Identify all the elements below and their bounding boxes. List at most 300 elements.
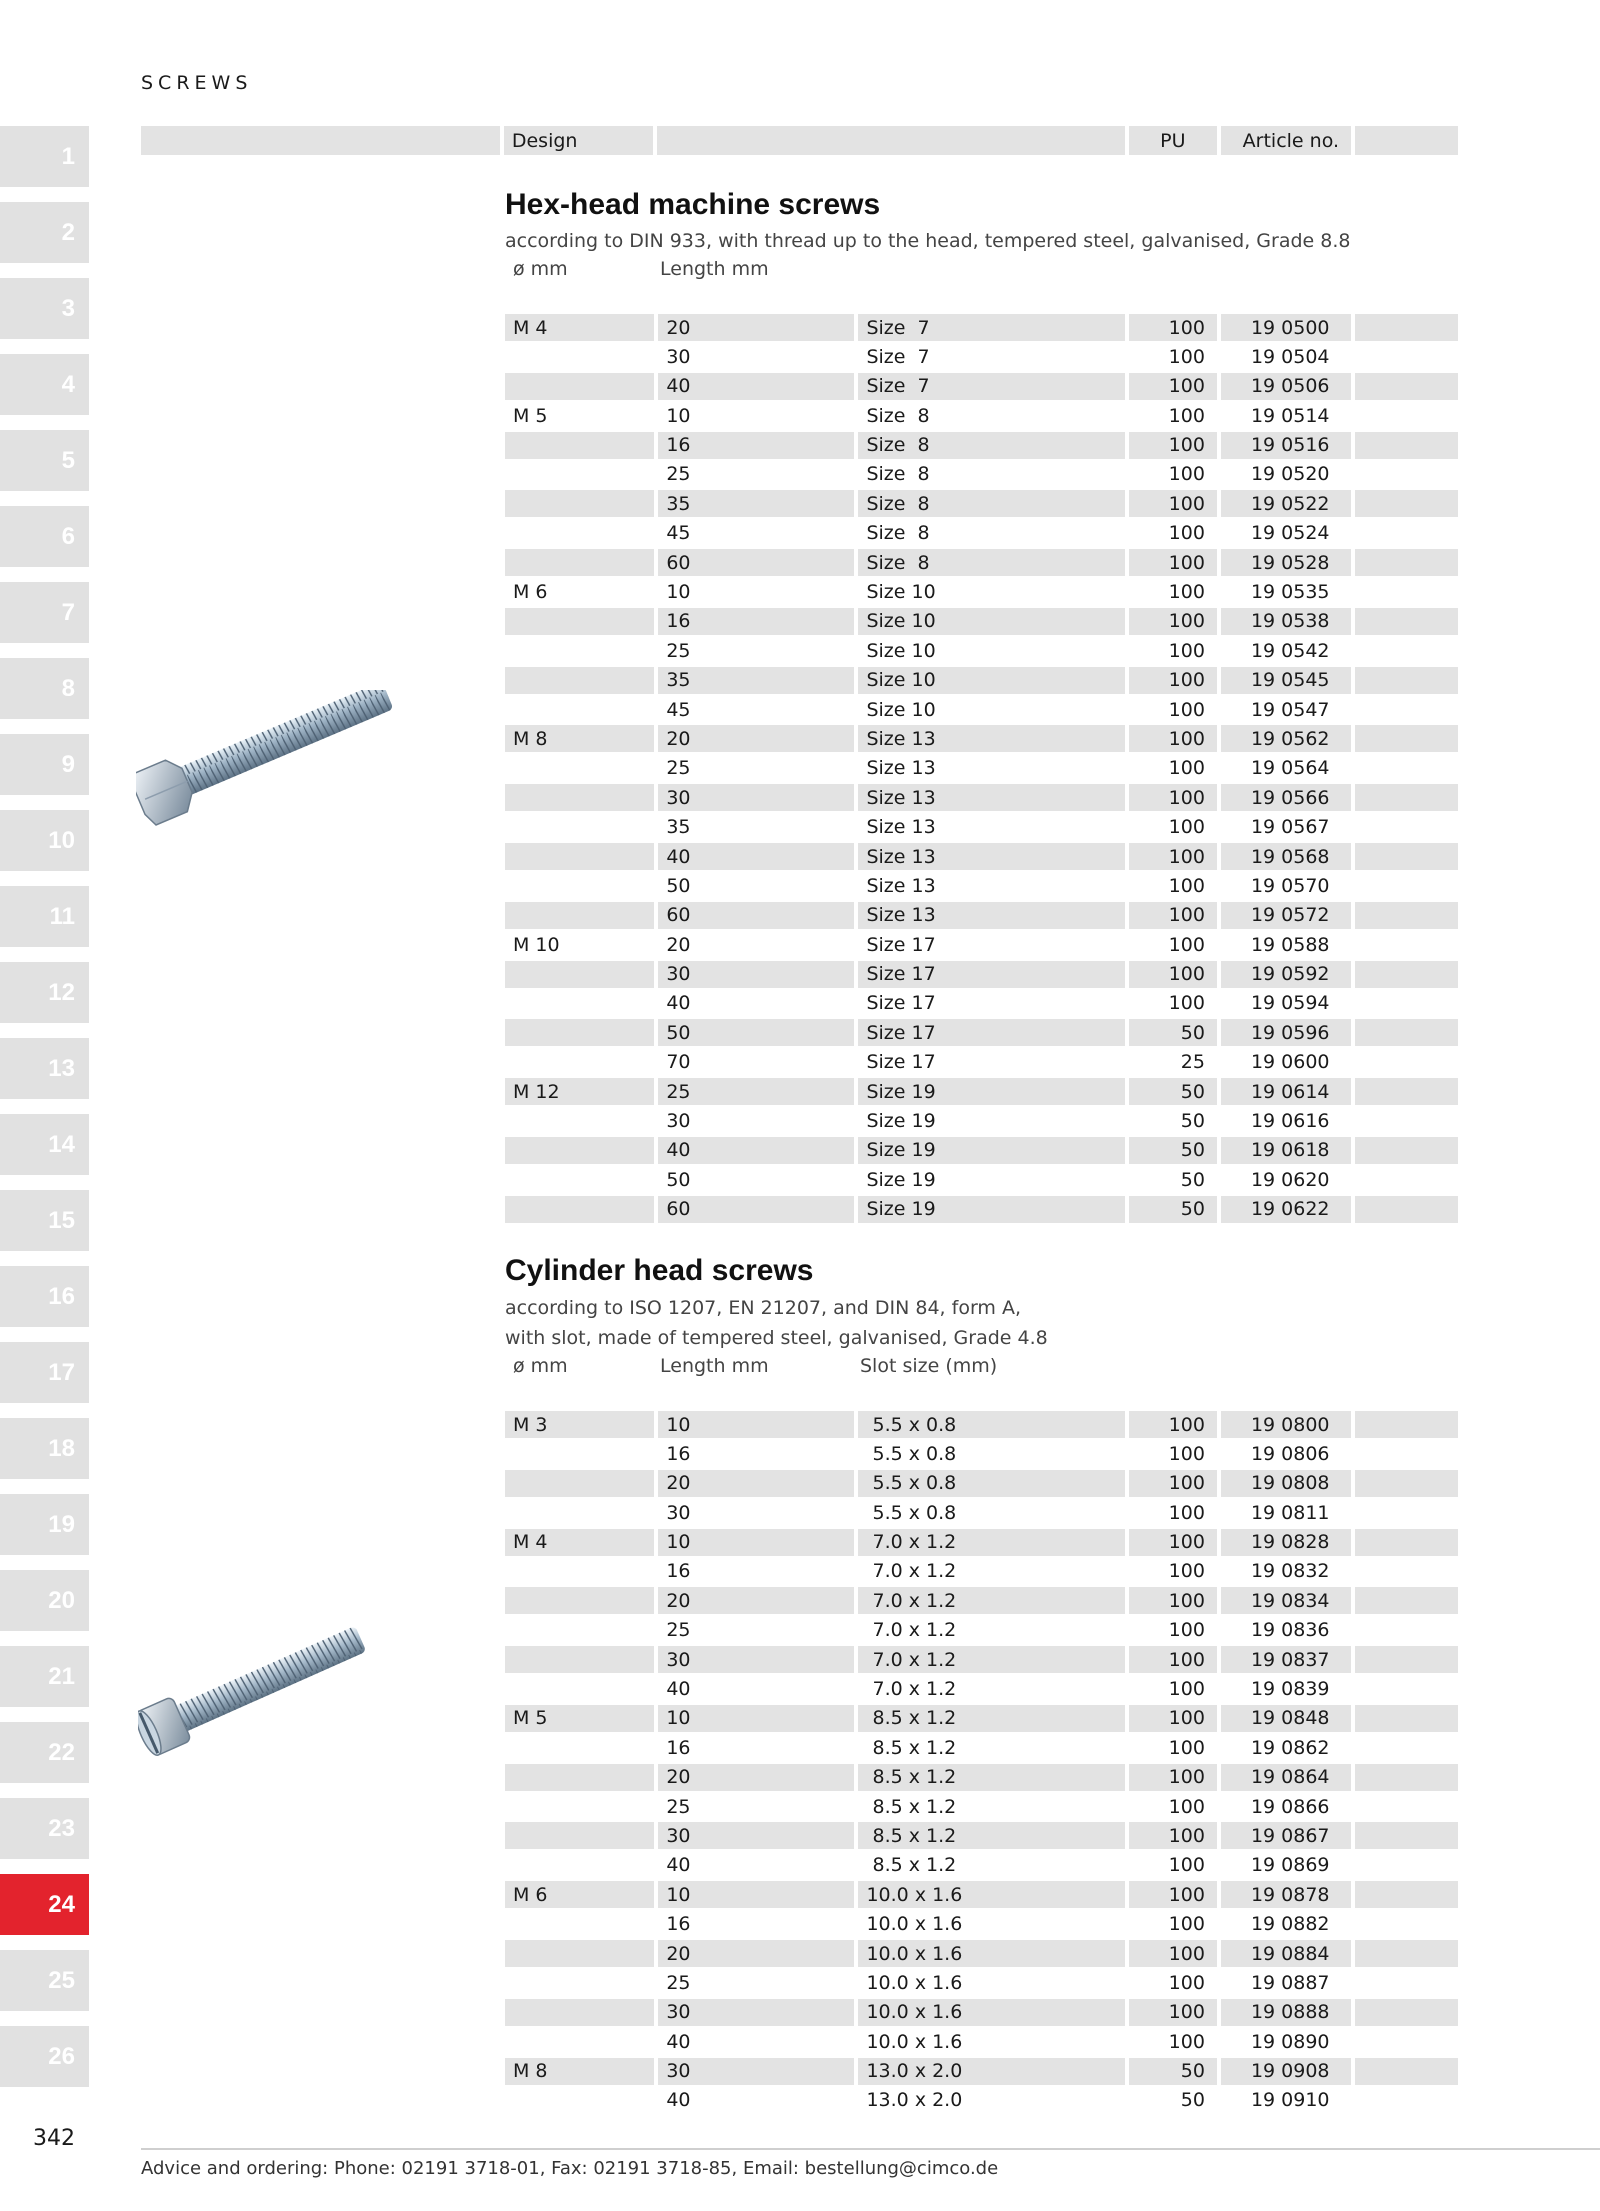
pu-cell: 100 bbox=[1168, 874, 1205, 897]
table-row bbox=[505, 725, 1458, 754]
pu-cell: 100 bbox=[1168, 404, 1205, 427]
row-end-cell bbox=[1355, 1822, 1458, 1849]
diameter-cell bbox=[505, 1440, 654, 1467]
size-cell: Size 13 bbox=[866, 874, 936, 897]
diameter-cell bbox=[505, 1822, 654, 1849]
row-end-cell bbox=[1355, 814, 1458, 841]
size-cell: Size 8 bbox=[858, 490, 1125, 517]
table-row bbox=[505, 1969, 1458, 1998]
pu-cell: 100 bbox=[1168, 581, 1205, 604]
row-end-cell bbox=[1355, 549, 1458, 576]
row-end-cell bbox=[1355, 520, 1458, 547]
article-cell: 19 0500 bbox=[1221, 314, 1352, 341]
chapter-tab-6[interactable]: 6 bbox=[0, 506, 89, 567]
pu-cell: 100 bbox=[1129, 1999, 1217, 2026]
row-end-cell bbox=[1355, 1705, 1458, 1732]
length-cell: 20 bbox=[666, 933, 691, 956]
diameter-cell bbox=[505, 343, 654, 370]
table-row bbox=[505, 520, 1458, 549]
article-cell: 19 0524 bbox=[1250, 522, 1330, 545]
row-end-cell bbox=[1355, 1793, 1458, 1820]
article-cell: 19 0888 bbox=[1221, 1999, 1352, 2026]
hex-screw-image bbox=[136, 690, 406, 830]
pu-cell: 100 bbox=[1129, 1470, 1217, 1497]
page-number: 342 bbox=[33, 2126, 75, 2151]
length-cell: 25 bbox=[658, 1078, 854, 1105]
length-cell: 20 bbox=[658, 314, 854, 341]
row-end-cell bbox=[1355, 1196, 1458, 1223]
article-cell: 19 0567 bbox=[1250, 816, 1330, 839]
length-cell: 10 bbox=[658, 1705, 854, 1732]
diameter-cell bbox=[505, 755, 654, 782]
cylinder-screw-image bbox=[138, 1610, 378, 1770]
header-blank-wide bbox=[657, 126, 1125, 155]
pu-cell: 50 bbox=[1180, 2089, 1205, 2112]
row-end-cell bbox=[1355, 1969, 1458, 1996]
pu-cell: 100 bbox=[1129, 373, 1217, 400]
table-row bbox=[505, 1440, 1458, 1469]
length-cell: 30 bbox=[666, 345, 691, 368]
diameter-cell: M 3 bbox=[505, 1411, 654, 1438]
chapter-tab-3[interactable]: 3 bbox=[0, 278, 89, 339]
chapter-tab-12[interactable]: 12 bbox=[0, 962, 89, 1023]
footer-divider bbox=[141, 2148, 1600, 2150]
row-end-cell bbox=[1355, 1911, 1458, 1938]
article-cell: 19 0562 bbox=[1221, 725, 1352, 752]
row-end-cell bbox=[1355, 872, 1458, 899]
hex-title: Hex-head machine screws bbox=[505, 188, 881, 221]
length-cell: 30 bbox=[658, 961, 854, 988]
pu-cell: 100 bbox=[1168, 933, 1205, 956]
pu-cell: 100 bbox=[1129, 432, 1217, 459]
chapter-tab-19[interactable]: 19 bbox=[0, 1494, 89, 1555]
length-cell: 16 bbox=[666, 1736, 691, 1759]
length-cell: 20 bbox=[658, 1470, 854, 1497]
row-end-cell bbox=[1355, 461, 1458, 488]
size-cell: 5.5 x 0.8 bbox=[866, 1442, 957, 1465]
chapter-tab-8[interactable]: 8 bbox=[0, 658, 89, 719]
chapter-tab-2[interactable]: 2 bbox=[0, 202, 89, 263]
size-cell: 7.0 x 1.2 bbox=[858, 1587, 1125, 1614]
table-row bbox=[505, 755, 1458, 784]
pu-cell: 100 bbox=[1168, 1678, 1205, 1701]
chapter-tab-16[interactable]: 16 bbox=[0, 1266, 89, 1327]
pu-cell: 100 bbox=[1168, 463, 1205, 486]
pu-cell: 100 bbox=[1129, 1764, 1217, 1791]
diameter-cell bbox=[505, 1852, 654, 1879]
table-row bbox=[505, 1019, 1458, 1048]
size-cell: 5.5 x 0.8 bbox=[866, 1501, 957, 1524]
row-end-cell bbox=[1355, 1049, 1458, 1076]
article-cell: 19 0538 bbox=[1221, 608, 1352, 635]
chapter-tab-17[interactable]: 17 bbox=[0, 1342, 89, 1403]
size-cell: Size 17 bbox=[866, 1051, 936, 1074]
article-cell: 19 0545 bbox=[1221, 667, 1352, 694]
size-cell: Size 19 bbox=[858, 1137, 1125, 1164]
size-cell: 7.0 x 1.2 bbox=[866, 1619, 957, 1642]
diameter-cell bbox=[505, 1558, 654, 1585]
article-cell: 19 0887 bbox=[1250, 1971, 1330, 1994]
row-end-cell bbox=[1355, 579, 1458, 606]
diameter-cell bbox=[505, 1969, 654, 1996]
size-cell: Size 13 bbox=[858, 843, 1125, 870]
pu-cell: 100 bbox=[1129, 1411, 1217, 1438]
diameter-cell: M 8 bbox=[505, 725, 654, 752]
table-row bbox=[505, 961, 1458, 990]
size-cell: Size 17 bbox=[858, 961, 1125, 988]
diameter-cell bbox=[505, 1049, 654, 1076]
row-end-cell bbox=[1355, 1940, 1458, 1967]
diameter-cell bbox=[505, 1587, 654, 1614]
length-cell: 50 bbox=[666, 1168, 691, 1191]
size-cell: 10.0 x 1.6 bbox=[866, 2030, 963, 2053]
length-cell: 16 bbox=[658, 608, 854, 635]
length-cell: 25 bbox=[666, 1971, 691, 1994]
table-row bbox=[505, 2028, 1458, 2057]
diameter-cell bbox=[505, 637, 654, 664]
row-end-cell bbox=[1355, 2058, 1458, 2085]
length-cell: 30 bbox=[658, 2058, 854, 2085]
diameter-cell bbox=[505, 1196, 654, 1223]
article-cell: 19 0806 bbox=[1250, 1442, 1330, 1465]
row-end-cell bbox=[1355, 343, 1458, 370]
pu-cell: 50 bbox=[1129, 1196, 1217, 1223]
article-cell: 19 0910 bbox=[1250, 2089, 1330, 2112]
chapter-tab-14[interactable]: 14 bbox=[0, 1114, 89, 1175]
article-cell: 19 0504 bbox=[1250, 345, 1330, 368]
row-end-cell bbox=[1355, 1852, 1458, 1879]
size-cell: 8.5 x 1.2 bbox=[866, 1795, 957, 1818]
diameter-cell: M 5 bbox=[505, 1705, 654, 1732]
size-cell: 8.5 x 1.2 bbox=[866, 1736, 957, 1759]
cyl-description-1: according to ISO 1207, EN 21207, and DIN 84, form A, bbox=[505, 1297, 1022, 1319]
diameter-cell bbox=[505, 2028, 654, 2055]
length-cell: 40 bbox=[658, 843, 854, 870]
chapter-tab-13[interactable]: 13 bbox=[0, 1038, 89, 1099]
pu-cell: 100 bbox=[1168, 639, 1205, 662]
cyl-column-heads bbox=[505, 1355, 1455, 1383]
pu-cell: 50 bbox=[1180, 1110, 1205, 1133]
size-cell: 7.0 x 1.2 bbox=[858, 1529, 1125, 1556]
article-cell: 19 0837 bbox=[1221, 1646, 1352, 1673]
article-cell: 19 0618 bbox=[1221, 1137, 1352, 1164]
pu-cell: 100 bbox=[1129, 1705, 1217, 1732]
chapter-tab-9[interactable]: 9 bbox=[0, 734, 89, 795]
size-cell: Size 7 bbox=[858, 373, 1125, 400]
diameter-cell bbox=[505, 1166, 654, 1193]
size-cell: Size 13 bbox=[866, 757, 936, 780]
row-end-cell bbox=[1355, 1019, 1458, 1046]
table-row bbox=[505, 696, 1458, 725]
row-end-cell bbox=[1355, 931, 1458, 958]
length-cell: 30 bbox=[658, 1822, 854, 1849]
article-cell: 19 0836 bbox=[1250, 1619, 1330, 1642]
chapter-tab-22[interactable]: 22 bbox=[0, 1722, 89, 1783]
diameter-cell bbox=[505, 608, 654, 635]
length-cell: 45 bbox=[666, 522, 691, 545]
table-row bbox=[505, 461, 1458, 490]
diameter-cell bbox=[505, 1793, 654, 1820]
row-end-cell bbox=[1355, 1078, 1458, 1105]
table-row bbox=[505, 1587, 1458, 1616]
article-cell: 19 0869 bbox=[1250, 1854, 1330, 1877]
size-cell: 8.5 x 1.2 bbox=[858, 1705, 1125, 1732]
size-cell: Size 10 bbox=[866, 639, 936, 662]
row-end-cell bbox=[1355, 2028, 1458, 2055]
row-end-cell bbox=[1355, 432, 1458, 459]
length-cell: 25 bbox=[666, 1619, 691, 1642]
size-cell: 10.0 x 1.6 bbox=[866, 1913, 963, 1936]
pu-cell: 100 bbox=[1168, 1501, 1205, 1524]
size-cell: 10.0 x 1.6 bbox=[858, 1999, 1125, 2026]
row-end-cell bbox=[1355, 725, 1458, 752]
diameter-cell: M 6 bbox=[513, 581, 548, 604]
chapter-tab-18[interactable]: 18 bbox=[0, 1418, 89, 1479]
size-cell: Size 13 bbox=[858, 725, 1125, 752]
article-cell: 19 0592 bbox=[1221, 961, 1352, 988]
header-article: Article no. bbox=[1221, 126, 1352, 155]
table-row bbox=[505, 667, 1458, 696]
length-cell: 30 bbox=[666, 1501, 691, 1524]
pu-cell: 100 bbox=[1129, 608, 1217, 635]
footer-contact: Advice and ordering: Phone: 02191 3718-01, Fax: 02191 3718-85, Email: bestellung@cimco.de bbox=[141, 2158, 999, 2179]
size-cell: Size 10 bbox=[858, 608, 1125, 635]
article-cell: 19 0520 bbox=[1250, 463, 1330, 486]
row-end-cell bbox=[1355, 1440, 1458, 1467]
pu-cell: 50 bbox=[1180, 1168, 1205, 1191]
table-row bbox=[505, 1411, 1458, 1440]
row-end-cell bbox=[1355, 990, 1458, 1017]
row-end-cell bbox=[1355, 696, 1458, 723]
diameter-cell bbox=[505, 2087, 654, 2114]
hex-description: according to DIN 933, with thread up to the head, tempered steel, galvanised, Grade 8.8 bbox=[505, 230, 1351, 252]
table-row bbox=[505, 1705, 1458, 1734]
length-cell: 20 bbox=[658, 1764, 854, 1791]
length-cell: 40 bbox=[666, 992, 691, 1015]
diameter-cell bbox=[505, 1734, 654, 1761]
diameter-cell bbox=[505, 520, 654, 547]
pu-cell: 100 bbox=[1129, 490, 1217, 517]
pu-cell: 50 bbox=[1129, 1078, 1217, 1105]
size-cell: 13.0 x 2.0 bbox=[866, 2089, 963, 2112]
diameter-cell bbox=[505, 432, 654, 459]
row-end-cell bbox=[1355, 667, 1458, 694]
pu-cell: 100 bbox=[1168, 1913, 1205, 1936]
diameter-cell: M 5 bbox=[513, 404, 548, 427]
row-end-cell bbox=[1355, 1764, 1458, 1791]
row-end-cell bbox=[1355, 637, 1458, 664]
pu-cell: 50 bbox=[1129, 1137, 1217, 1164]
chapter-tab-21[interactable]: 21 bbox=[0, 1646, 89, 1707]
length-cell: 40 bbox=[666, 2030, 691, 2053]
length-cell: 20 bbox=[658, 1587, 854, 1614]
length-cell: 20 bbox=[658, 1940, 854, 1967]
table-row bbox=[505, 1852, 1458, 1881]
length-cell: 70 bbox=[666, 1051, 691, 1074]
article-cell: 19 0890 bbox=[1250, 2030, 1330, 2053]
row-end-cell bbox=[1355, 402, 1458, 429]
diameter-cell bbox=[505, 490, 654, 517]
table-row bbox=[505, 1617, 1458, 1646]
article-cell: 19 0620 bbox=[1250, 1168, 1330, 1191]
size-cell: Size 19 bbox=[866, 1110, 936, 1133]
chapter-tab-20[interactable]: 20 bbox=[0, 1570, 89, 1631]
length-cell: 16 bbox=[666, 1560, 691, 1583]
pu-cell: 100 bbox=[1129, 784, 1217, 811]
row-end-cell bbox=[1355, 1137, 1458, 1164]
row-end-cell bbox=[1355, 755, 1458, 782]
article-cell: 19 0862 bbox=[1250, 1736, 1330, 1759]
row-end-cell bbox=[1355, 1108, 1458, 1135]
row-end-cell bbox=[1355, 961, 1458, 988]
diameter-cell bbox=[505, 1940, 654, 1967]
length-cell: 40 bbox=[658, 1137, 854, 1164]
table-row bbox=[505, 1529, 1458, 1558]
pu-cell: 100 bbox=[1168, 1854, 1205, 1877]
pu-cell: 50 bbox=[1129, 2058, 1217, 2085]
table-row bbox=[505, 1196, 1458, 1225]
size-cell: Size 8 bbox=[858, 549, 1125, 576]
article-cell: 19 0828 bbox=[1221, 1529, 1352, 1556]
size-cell: Size 10 bbox=[866, 581, 936, 604]
row-end-cell bbox=[1355, 1587, 1458, 1614]
pu-cell: 100 bbox=[1168, 1971, 1205, 1994]
chapter-tab-1[interactable]: 1 bbox=[0, 126, 89, 187]
chapter-tab-15[interactable]: 15 bbox=[0, 1190, 89, 1251]
size-cell: Size 17 bbox=[866, 933, 936, 956]
cyl-col-dia: ø mm bbox=[513, 1355, 568, 1377]
row-end-cell bbox=[1355, 608, 1458, 635]
chapter-tab-7[interactable]: 7 bbox=[0, 582, 89, 643]
diameter-cell bbox=[505, 902, 654, 929]
pu-cell: 100 bbox=[1168, 1619, 1205, 1642]
size-cell: 8.5 x 1.2 bbox=[866, 1854, 957, 1877]
chapter-tabs bbox=[0, 126, 89, 2102]
length-cell: 35 bbox=[658, 490, 854, 517]
article-cell: 19 0908 bbox=[1221, 2058, 1352, 2085]
article-cell: 19 0514 bbox=[1250, 404, 1330, 427]
table-row bbox=[505, 549, 1458, 578]
diameter-cell: M 4 bbox=[505, 1529, 654, 1556]
size-cell: 7.0 x 1.2 bbox=[858, 1646, 1125, 1673]
article-cell: 19 0614 bbox=[1221, 1078, 1352, 1105]
diameter-cell bbox=[505, 1499, 654, 1526]
article-cell: 19 0566 bbox=[1221, 784, 1352, 811]
article-cell: 19 0600 bbox=[1250, 1051, 1330, 1074]
size-cell: 13.0 x 2.0 bbox=[858, 2058, 1125, 2085]
table-row bbox=[505, 2058, 1458, 2087]
diameter-cell bbox=[505, 814, 654, 841]
chapter-tab-26[interactable]: 26 bbox=[0, 2026, 89, 2087]
table-row bbox=[505, 608, 1458, 637]
article-cell: 19 0594 bbox=[1250, 992, 1330, 1015]
article-cell: 19 0528 bbox=[1221, 549, 1352, 576]
diameter-cell bbox=[505, 1646, 654, 1673]
diameter-cell bbox=[505, 1108, 654, 1135]
table-row bbox=[505, 432, 1458, 461]
diameter-cell bbox=[505, 1911, 654, 1938]
table-row bbox=[505, 990, 1458, 1019]
length-cell: 45 bbox=[666, 698, 691, 721]
pu-cell: 100 bbox=[1168, 757, 1205, 780]
diameter-cell: M 4 bbox=[505, 314, 654, 341]
table-row bbox=[505, 1881, 1458, 1910]
size-cell: Size 8 bbox=[858, 432, 1125, 459]
size-cell: Size 7 bbox=[858, 314, 1125, 341]
pu-cell: 100 bbox=[1168, 345, 1205, 368]
length-cell: 35 bbox=[658, 667, 854, 694]
table-row bbox=[505, 1940, 1458, 1969]
diameter-cell bbox=[505, 872, 654, 899]
hex-column-heads bbox=[505, 258, 1455, 286]
chapter-tab-5[interactable]: 5 bbox=[0, 430, 89, 491]
diameter-cell bbox=[505, 667, 654, 694]
size-cell: Size 19 bbox=[866, 1168, 936, 1191]
length-cell: 35 bbox=[666, 816, 691, 839]
table-row bbox=[505, 1499, 1458, 1528]
diameter-cell: M 6 bbox=[505, 1881, 654, 1908]
length-cell: 25 bbox=[666, 639, 691, 662]
diameter-cell: M 10 bbox=[513, 933, 560, 956]
size-cell: 10.0 x 1.6 bbox=[858, 1940, 1125, 1967]
size-cell: 7.0 x 1.2 bbox=[866, 1678, 957, 1701]
table-row bbox=[505, 1049, 1458, 1078]
header-blank bbox=[141, 126, 500, 155]
size-cell: Size 8 bbox=[866, 463, 930, 486]
table-row bbox=[505, 637, 1458, 666]
pu-cell: 100 bbox=[1168, 816, 1205, 839]
chapter-tab-25[interactable]: 25 bbox=[0, 1950, 89, 2011]
chapter-tab-24[interactable]: 24 bbox=[0, 1874, 89, 1935]
article-cell: 19 0564 bbox=[1250, 757, 1330, 780]
cyl-title: Cylinder head screws bbox=[505, 1254, 814, 1287]
table-row bbox=[505, 579, 1458, 608]
chapter-tab-11[interactable]: 11 bbox=[0, 886, 89, 947]
row-end-cell bbox=[1355, 1411, 1458, 1438]
diameter-cell bbox=[505, 843, 654, 870]
length-cell: 10 bbox=[658, 1411, 854, 1438]
table-header bbox=[141, 126, 1458, 155]
row-end-cell bbox=[1355, 1470, 1458, 1497]
length-cell: 60 bbox=[658, 1196, 854, 1223]
row-end-cell bbox=[1355, 1617, 1458, 1644]
table-row bbox=[505, 1646, 1458, 1675]
table-row bbox=[505, 902, 1458, 931]
article-cell: 19 0596 bbox=[1221, 1019, 1352, 1046]
length-cell: 60 bbox=[658, 549, 854, 576]
size-cell: 10.0 x 1.6 bbox=[866, 1971, 963, 1994]
pu-cell: 100 bbox=[1168, 1795, 1205, 1818]
pu-cell: 100 bbox=[1129, 1646, 1217, 1673]
table-row bbox=[505, 490, 1458, 519]
pu-cell: 100 bbox=[1129, 843, 1217, 870]
length-cell: 40 bbox=[658, 373, 854, 400]
chapter-tab-4[interactable]: 4 bbox=[0, 354, 89, 415]
chapter-tab-23[interactable]: 23 bbox=[0, 1798, 89, 1859]
article-cell: 19 0832 bbox=[1250, 1560, 1330, 1583]
size-cell: 8.5 x 1.2 bbox=[858, 1764, 1125, 1791]
table-row bbox=[505, 1470, 1458, 1499]
diameter-cell bbox=[505, 784, 654, 811]
table-row bbox=[505, 1793, 1458, 1822]
diameter-cell bbox=[505, 1676, 654, 1703]
article-cell: 19 0867 bbox=[1221, 1822, 1352, 1849]
pu-cell: 100 bbox=[1129, 314, 1217, 341]
size-cell: 10.0 x 1.6 bbox=[858, 1881, 1125, 1908]
chapter-tab-10[interactable]: 10 bbox=[0, 810, 89, 871]
size-cell: Size 17 bbox=[866, 992, 936, 1015]
article-cell: 19 0839 bbox=[1250, 1678, 1330, 1701]
